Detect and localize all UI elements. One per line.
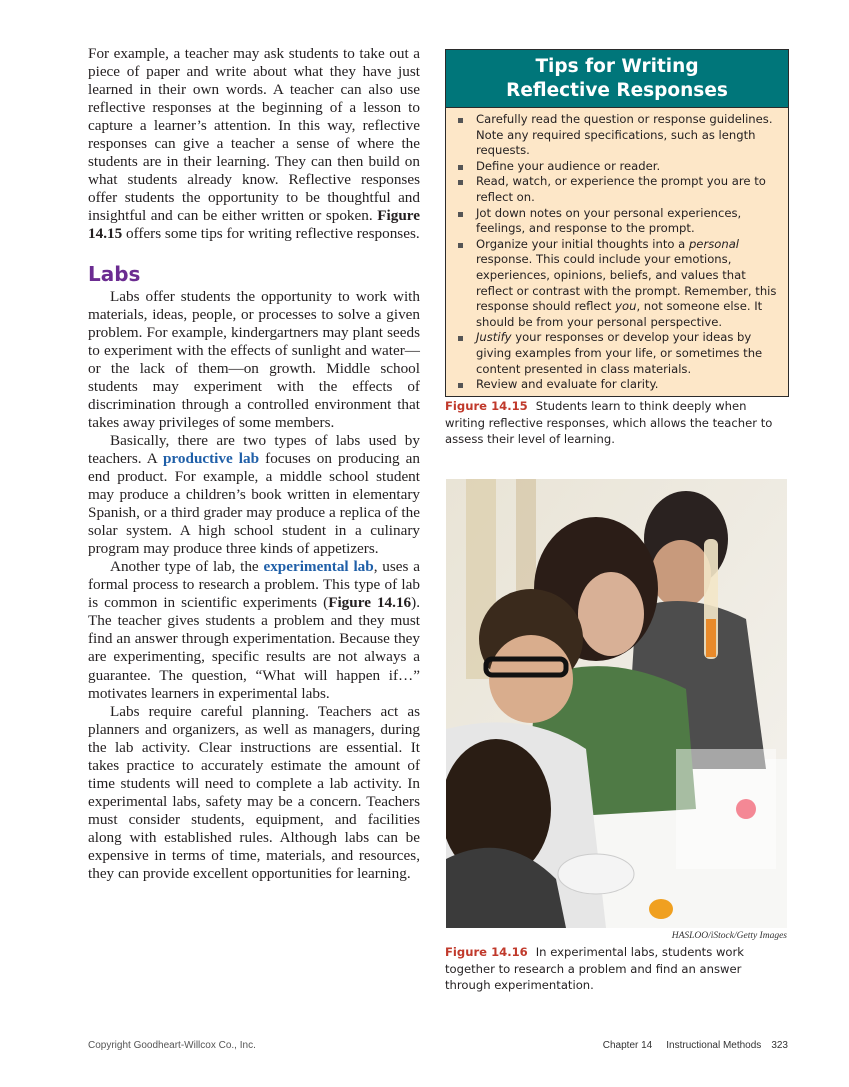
caption-text: Students learn to think deeply when writing reflective responses, which allows the teacher to assess their level of learning. bbox=[445, 399, 773, 446]
text: response. This could include your emotions, experiences, opinions, beliefs, and values that reflect or contrast with the prompt. Remember, this response should reflect bbox=[476, 252, 777, 314]
list-item bbox=[476, 206, 780, 237]
figure-reference: Figure 14.15 bbox=[88, 207, 420, 243]
photo-illustration bbox=[446, 479, 787, 928]
bullet-icon bbox=[458, 180, 463, 185]
figure-label: Figure 14.15 bbox=[445, 399, 528, 413]
figure-14-16-caption bbox=[445, 944, 790, 994]
text: Basically, there are two types of labs used by teachers. A bbox=[88, 431, 420, 467]
term-experimental-lab: experimental lab bbox=[263, 558, 374, 576]
list-item bbox=[476, 174, 780, 205]
tips-list bbox=[446, 108, 788, 396]
list-item bbox=[476, 159, 780, 175]
text: personal bbox=[688, 236, 740, 251]
term-productive-lab: productive lab bbox=[162, 449, 260, 467]
text: focuses on producing an end product. For example, a middle school student may produce a children’s book written in elementary Spanish, or a third grader may produce a replica of the solar system. A high school student in a culinary program may produce three kinds of appetizers. bbox=[88, 449, 421, 558]
lab-students-photo bbox=[446, 479, 787, 928]
title-line: Tips for Writing bbox=[535, 56, 699, 77]
title-line: Reflective Responses bbox=[506, 80, 728, 101]
text: Carefully read the question or response guidelines. Note any required specifications, such as length requests. bbox=[476, 112, 773, 158]
list-item bbox=[476, 112, 780, 159]
paragraph-reflective bbox=[88, 45, 420, 244]
text: , not someone else. It should be from your personal perspective. bbox=[476, 299, 763, 329]
text: Another type of lab, the bbox=[110, 558, 264, 576]
text: Review and evaluate for clarity. bbox=[476, 377, 659, 392]
text: Organize your initial thoughts into a bbox=[476, 236, 689, 251]
copyright-notice: Copyright Goodheart-Willcox Co., Inc. bbox=[88, 1040, 256, 1051]
photo-credit: HASLOO/iStock/Getty Images bbox=[671, 931, 787, 941]
text: offers some tips for writing reflective responses. bbox=[122, 225, 420, 243]
text: , uses a formal process to research a problem. This type of lab is common in scientific experiments ( bbox=[88, 558, 420, 612]
text: Jot down notes on your personal experiences, feelings, and response to the prompt. bbox=[476, 205, 742, 236]
figure-14-15-caption bbox=[445, 398, 790, 448]
text: Read, watch, or experience the prompt you are to reflect on. bbox=[476, 174, 766, 204]
chapter-title: Instructional Methods bbox=[666, 1040, 762, 1051]
bullet-icon bbox=[458, 165, 463, 170]
bullet-icon bbox=[458, 336, 463, 341]
paragraph-productive-lab bbox=[88, 432, 420, 558]
caption-text: In experimental labs, students work together to research a problem and find an answer through experimentation. bbox=[445, 945, 745, 992]
body-text-column bbox=[88, 45, 420, 883]
list-item bbox=[476, 237, 780, 331]
figure-label: Figure 14.16 bbox=[445, 945, 528, 959]
paragraph-lab-planning: Labs require careful planning. Teachers act as planners and organizers, as well as managers, during the lab activity. Clear instructions are essential. It takes practice to accurately estimate the amount of time students will need to complete a lab activity. In experimental labs, safety may be a concern. Teachers must consider students, equipment, and facilities along with established rules. Although labs can be expensive in terms of time, materials, and resources, they can provide excellent opportunities for learning. bbox=[88, 702, 420, 883]
text: your responses or develop your ideas by giving examples from your life, or sometimes the content presented in class materials. bbox=[476, 330, 763, 376]
text: ). The teacher gives students a problem and they must find an answer through experimentation. Because they are experimenting, specific results are not always a guarantee. The question, “What will happen if…” motivates learners in experimental labs. bbox=[88, 594, 420, 702]
section-heading-labs: Labs bbox=[88, 261, 141, 286]
text: For example, a teacher may ask students to take out a piece of paper and write about what they have just learned in their own words. A teacher can also use reflective responses at the beginning of a lesson to capture a learner’s attention. In this way, reflective responses can give a teacher a sense of where the students are in their learning. They can then build on what students already know. Reflective responses offer students the opportunity to be thoughtful and insightful and can be either written or spoken. bbox=[88, 45, 420, 225]
chapter-label: Chapter 14 bbox=[602, 1040, 653, 1051]
paragraph-labs-intro: Labs offer students the opportunity to work with materials, ideas, people, or processes to solve a given problem. For example, kindergartners may plant seeds to experiment with the effects of sunlight and water—or the lack of them—on growth. Middle school students may experiment with the effects of discrimination through a controlled environment that takes away privileges of some members. bbox=[88, 287, 420, 431]
page-footer bbox=[603, 1040, 788, 1051]
text: Justify bbox=[476, 330, 512, 345]
bullet-icon bbox=[458, 118, 463, 123]
page-number: 323 bbox=[771, 1040, 788, 1051]
list-item bbox=[476, 330, 780, 377]
tips-box bbox=[445, 49, 789, 397]
paragraph-experimental-lab bbox=[88, 558, 420, 702]
text: Define your audience or reader. bbox=[476, 158, 661, 173]
list-item bbox=[476, 377, 780, 393]
figure-reference: Figure 14.16 bbox=[328, 594, 412, 612]
bullet-icon bbox=[458, 243, 463, 248]
tips-box-title bbox=[446, 50, 788, 108]
bullet-icon bbox=[458, 383, 463, 388]
bullet-icon bbox=[458, 212, 463, 217]
text: you bbox=[615, 299, 637, 314]
